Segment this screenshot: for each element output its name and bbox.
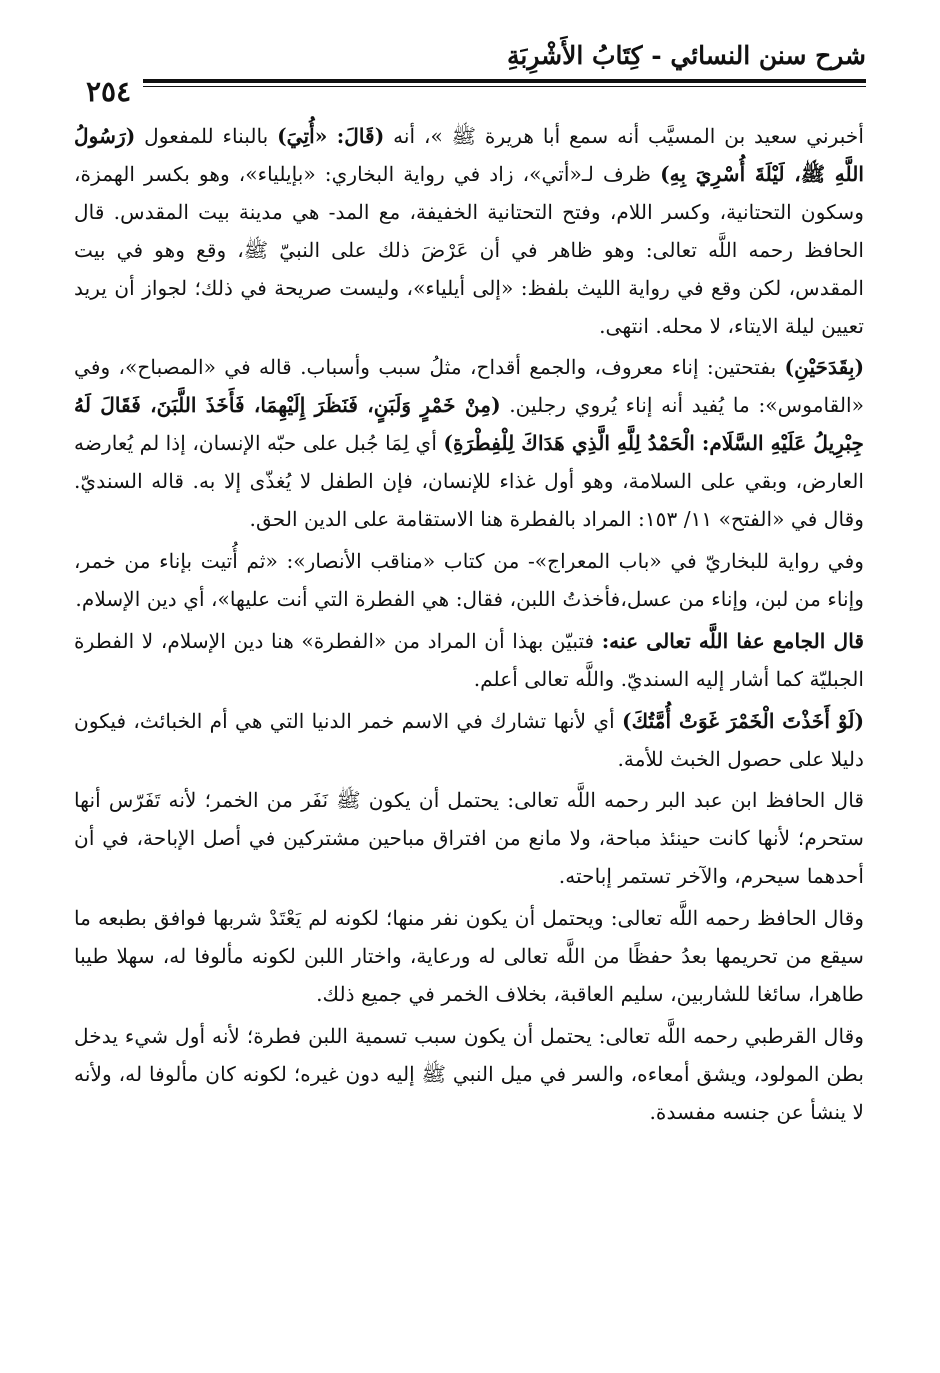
paragraph bbox=[74, 118, 864, 345]
paragraph bbox=[74, 1018, 864, 1132]
header-rule-thick bbox=[74, 79, 866, 83]
text-segment: وقال القرطبي رحمه اللَّه تعالى: يحتمل أن يكون سبب تسمية اللبن فطرة؛ لأنه أول شيء يدخل بطن المولود، ويشق أمعاءه، والسر في ميل النبي ﷺ إليه دون غيره؛ لكونه كان مألوفا له، ولأنه لا ينشأ عن جنسه مفسدة. bbox=[74, 1023, 864, 1124]
paragraph bbox=[74, 349, 864, 539]
bold-text-segment: (بِقَدَحَيْنِ) bbox=[784, 355, 864, 380]
text-segment: أي لِمَا جُبل على حبّه الإنسان، إذا لم يُعارضه العارض، وبقي على السلامة، وهو أول غذاء للإنسان، فإن الطفل لا يُغذّى إلا به. قاله السنديّ. وقال في «الفتح» ١١/ ١٥٣: المراد بالفطرة هنا الاستقامة على الدين الحق. bbox=[74, 431, 864, 532]
header-rule-thin bbox=[74, 86, 866, 87]
running-header bbox=[74, 38, 866, 108]
bold-text-segment: قال الجامع عفا اللَّه تعالى عنه: bbox=[601, 628, 864, 653]
paragraph bbox=[74, 623, 864, 699]
text-segment: بفتحتين: إناء معروف، والجمع أقداح، مثلُ سبب وأسباب. قاله في «المصباح»، وفي «القاموس»: ما يُفيد أنه إناء يُروي رجلين. bbox=[74, 355, 864, 418]
bold-text-segment: (مِنْ خَمْرٍ وَلَبَنٍ، فَنَظَرَ إِلَيْهِمَا، فَأَخَذَ اللَّبَنَ، فَقَالَ لَهُ جِبْرِيلُ عَلَيْهِ السَّلَام: الْحَمْدُ لِلَّهِ الَّذِي هَدَاكَ لِلْفِطْرَةِ) bbox=[74, 393, 864, 456]
paragraph bbox=[74, 900, 864, 1014]
body-text bbox=[74, 118, 864, 1132]
text-segment: وفي رواية للبخاريّ في «باب المعراج»- من كتاب «مناقب الأنصار»: «ثم أُتيت بإناء من خمر، وإناء من لبن، وإناء من عسل،فأخذتُ اللبن، فقال: هي الفطرة التي أنت عليها»، أي دين الإسلام. bbox=[74, 548, 864, 611]
text-segment: قال الحافظ ابن عبد البر رحمه اللَّه تعالى: يحتمل أن يكون ﷺ نَفَر من الخمر؛ لأنه تَفَرّس أنها ستحرم؛ لأنها كانت حينئذ مباحة، ولا مانع من افتراق مباحين مشتركين في أصل الإباحة، في أن أحدهما سيحرم، والآخر تستمر إباحته. bbox=[74, 788, 864, 889]
bold-text-segment: (قَالَ: «أُتِيَ) bbox=[277, 124, 385, 148]
bold-text-segment: (رَسُولُ اللَّهِ ﷺ، لَيْلَةَ أُسْرِيَ بِهِ) bbox=[74, 124, 864, 186]
bold-text-segment: (لَوْ أَخَذْتَ الْخَمْرَ غَوَتْ أُمَّتُكَ) bbox=[622, 708, 864, 733]
text-segment: أخبرني سعيد بن المسيَّب أنه سمع أبا هريرة ﷺ »، أنه bbox=[384, 124, 864, 148]
header-title: شرح سنن النسائي - كِتَابُ الأَشْرِبَةِ bbox=[506, 41, 866, 70]
paragraph bbox=[74, 703, 864, 779]
text-segment: أي لأنها تشارك في الاسم خمر الدنيا التي هي أم الخبائث، فيكون دليلا على حصول الخبث للأمة. bbox=[74, 708, 864, 771]
paragraph bbox=[74, 782, 864, 896]
text-segment: وقال الحافظ رحمه اللَّه تعالى: ويحتمل أن يكون نفر منها؛ لكونه لم يَعْتَدْ شربها فوافق بطبعه ما سيقع من تحريمها بعدُ حفظًا من اللَّه تعالى له ورعاية، واختار اللبن لكونه مألوفا له، سهلا طيبا طاهرا، سائغا للشاربين، سليم العاقبة، بخلاف الخمر في جميع ذلك. bbox=[74, 906, 864, 1006]
paragraph bbox=[74, 543, 864, 619]
page-number: ٢٥٤ bbox=[74, 73, 143, 111]
text-segment: فتبيّن بهذا أن المراد من «الفطرة» هنا دين الإسلام، لا الفطرة الجبليّة كما أشار إليه السنديّ. واللَّه تعالى أعلم. bbox=[74, 628, 864, 691]
text-segment: بالبناء للمفعول bbox=[135, 124, 278, 148]
text-segment: ظرف لـ«أتي»، زاد في رواية البخاري: «بإيلياء»، وهو بكسر الهمزة، وسكون التحتانية، وكسر اللام، وفتح التحتانية الخفيفة، مع المد- هي مدينة بيت المقدس. قال الحافظ رحمه اللَّه تعالى: وهو ظاهر في أن عَرْضَ ذلك على النبيّ ﷺ، وقع وهو في بيت المقدس، لكن وقع في رواية الليث بلفظ: «إلى أيلياء»، وليست صريحة في ذلك؛ لجواز أن يريد تعيين ليلة الايتاء، لا محله. انتهى. bbox=[74, 161, 864, 338]
